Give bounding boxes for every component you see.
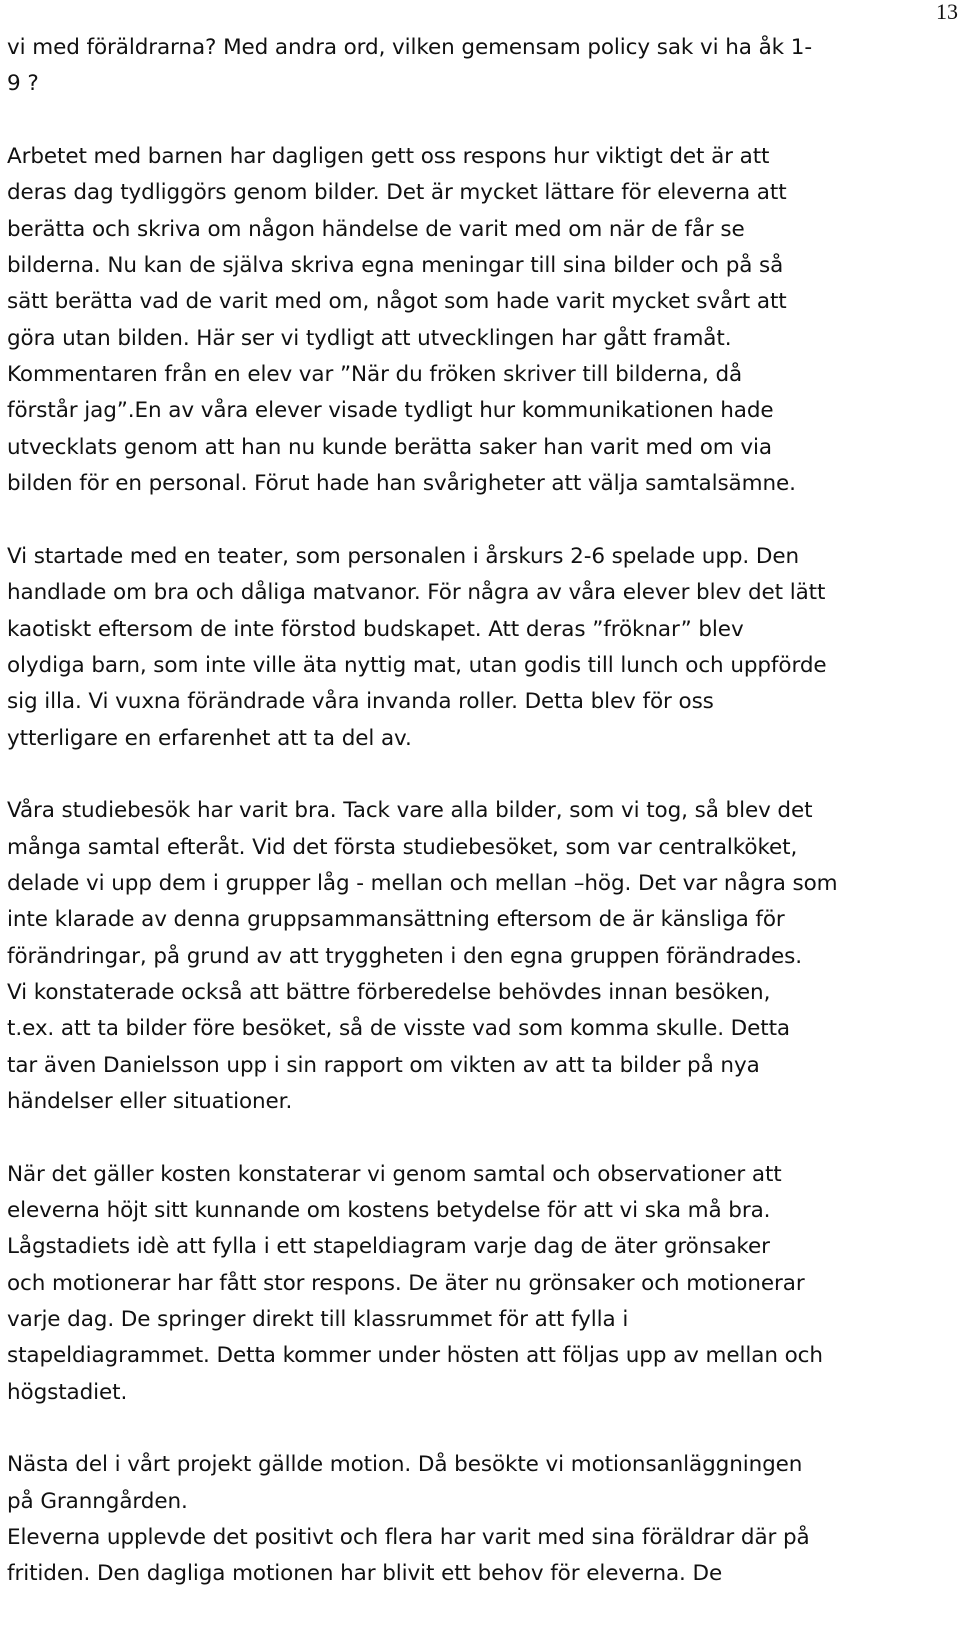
text-line: Vi startade med en teater, som personalen i årskurs 2-6 spelade upp. Den bbox=[7, 543, 800, 569]
text-line: fritiden. Den dagliga motionen har blivit ett behov för eleverna. De bbox=[7, 1561, 723, 1587]
text-line: deras dag tydliggörs genom bilder. Det är mycket lättare för eleverna att bbox=[7, 180, 787, 206]
paragraph-gap bbox=[7, 502, 952, 538]
text-line: Eleverna upplevde det positivt och flera har varit med sina föräldrar där på bbox=[7, 1525, 810, 1551]
paragraph-gap bbox=[7, 757, 952, 793]
text-line: kaotiskt eftersom de inte förstod budskapet. Att deras ”fröknar” blev bbox=[7, 616, 744, 642]
text-line: och motionerar har fått stor respons. De äter nu grönsaker och motionerar bbox=[7, 1270, 805, 1296]
text-line: på Granngården. bbox=[7, 1488, 188, 1514]
text-line: tar även Danielsson upp i sin rapport om vikten av att ta bilder på nya bbox=[7, 1052, 760, 1078]
text-line: förstår jag”.En av våra elever visade tydligt hur kommunikationen hade bbox=[7, 398, 774, 424]
document-body bbox=[7, 30, 952, 1593]
text-line: Kommentaren från en elev var ”När du fröken skriver till bilderna, då bbox=[7, 362, 743, 388]
paragraph-bilder bbox=[7, 139, 952, 502]
paragraph-teater bbox=[7, 539, 952, 757]
text-line: Våra studiebesök har varit bra. Tack vare alla bilder, som vi tog, så blev det bbox=[7, 798, 813, 824]
text-line: ytterligare en erfarenhet att ta del av. bbox=[7, 725, 412, 751]
paragraph-gap bbox=[7, 1411, 952, 1447]
text-line: sätt berätta vad de varit med om, något som hade varit mycket svårt att bbox=[7, 289, 787, 315]
text-line: förändringar, på grund av att tryggheten i den egna gruppen förändrades. bbox=[7, 943, 803, 969]
paragraph-motion bbox=[7, 1447, 952, 1592]
text-line: inte klarade av denna gruppsammansättning eftersom de är känsliga för bbox=[7, 907, 785, 933]
paragraph-studiebesok bbox=[7, 793, 952, 1120]
text-line: berätta och skriva om någon händelse de varit med om när de får se bbox=[7, 216, 745, 242]
text-line: varje dag. De springer direkt till klassrummet för att fylla i bbox=[7, 1307, 629, 1333]
paragraph-gap bbox=[7, 1120, 952, 1156]
text-line: göra utan bilden. Här ser vi tydligt att utvecklingen har gått framåt. bbox=[7, 325, 732, 351]
text-line: vi med föräldrarna? Med andra ord, vilken gemensam policy sak vi ha åk 1- bbox=[7, 35, 812, 60]
text-line: olydiga barn, som inte ville äta nyttig mat, utan godis till lunch och uppförde bbox=[7, 652, 827, 678]
text-line: sig illa. Vi vuxna förändrade våra invanda roller. Detta blev för oss bbox=[7, 689, 714, 715]
text-line: många samtal efteråt. Vid det första studiebesöket, som var centralköket, bbox=[7, 834, 798, 860]
text-line: utvecklats genom att han nu kunde berätta saker han varit med om via bbox=[7, 434, 772, 460]
text-line: eleverna höjt sitt kunnande om kostens betydelse för att vi ska må bra. bbox=[7, 1198, 771, 1223]
text-line: När det gäller kosten konstaterar vi genom samtal och observationer att bbox=[7, 1161, 782, 1187]
paragraph-policy bbox=[7, 30, 952, 103]
text-line: t.ex. att ta bilder före besöket, så de visste vad som komma skulle. Detta bbox=[7, 1016, 790, 1042]
text-line: bilden för en personal. Förut hade han svårigheter att välja samtalsämne. bbox=[7, 471, 796, 497]
page-number: 13 bbox=[936, 0, 958, 24]
text-line: Vi konstaterade också att bättre förberedelse behövdes innan besöken, bbox=[7, 979, 771, 1005]
text-line: handlade om bra och dåliga matvanor. För några av våra elever blev det lätt bbox=[7, 580, 826, 606]
text-line: Lågstadiets idè att fylla i ett stapeldiagram varje dag de äter grönsaker bbox=[7, 1234, 770, 1260]
text-line: stapeldiagrammet. Detta kommer under hösten att följas upp av mellan och bbox=[7, 1343, 823, 1369]
text-line: händelser eller situationer. bbox=[7, 1088, 293, 1114]
paragraph-gap bbox=[7, 103, 952, 139]
text-line: högstadiet. bbox=[7, 1379, 128, 1405]
paragraph-kosten bbox=[7, 1157, 952, 1411]
text-line: Nästa del i vårt projekt gällde motion. Då besökte vi motionsanläggningen bbox=[7, 1452, 803, 1478]
text-line: 9 ? bbox=[7, 71, 39, 97]
text-line: Arbetet med barnen har dagligen gett oss respons hur viktigt det är att bbox=[7, 144, 770, 170]
text-line: bilderna. Nu kan de själva skriva egna meningar till sina bilder och på så bbox=[7, 253, 784, 279]
text-line: delade vi upp dem i grupper låg - mellan och mellan –hög. Det var några som bbox=[7, 870, 838, 896]
